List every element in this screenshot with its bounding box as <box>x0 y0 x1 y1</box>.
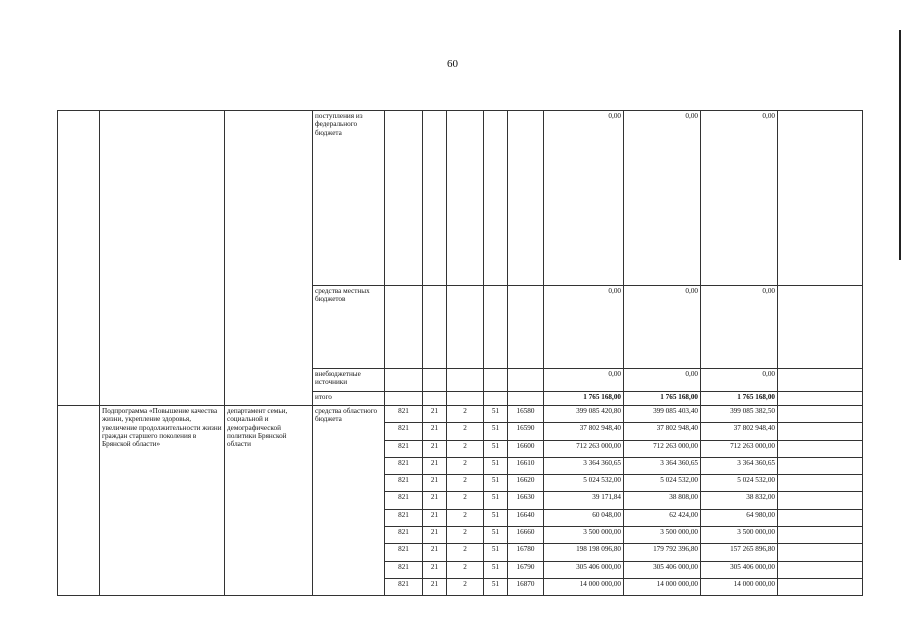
code-cell: 821 <box>385 527 423 544</box>
value-cell: 305 406 000,00 <box>624 561 701 578</box>
executor-cell: департамент семьи, социальной и демографической политики Брянской области <box>225 406 313 596</box>
blank-cell <box>225 111 313 406</box>
code-cell: 16580 <box>508 406 544 423</box>
total-cell: 1 765 168,00 <box>624 392 701 406</box>
code-cell: 51 <box>484 440 508 457</box>
value-cell: 305 406 000,00 <box>544 561 624 578</box>
value-cell: 0,00 <box>544 286 624 369</box>
code-cell: 2 <box>447 561 484 578</box>
blank-cell <box>778 492 863 509</box>
source-cell: внебюджетные источники <box>313 369 385 392</box>
code-cell: 51 <box>484 423 508 440</box>
code-cell: 2 <box>447 544 484 561</box>
source-cell: средства местных бюджетов <box>313 286 385 369</box>
page-edge-mark <box>899 30 901 260</box>
blank-cell <box>58 111 100 406</box>
code-cell: 2 <box>447 457 484 474</box>
code-cell: 21 <box>423 509 447 526</box>
value-cell: 712 263 000,00 <box>701 440 778 457</box>
value-cell: 60 048,00 <box>544 509 624 526</box>
value-cell: 399 085 420,80 <box>544 406 624 423</box>
code-cell: 821 <box>385 457 423 474</box>
value-cell: 14 000 000,00 <box>624 578 701 595</box>
code-cell: 16620 <box>508 475 544 492</box>
code-cell: 16610 <box>508 457 544 474</box>
value-cell: 3 364 360,65 <box>544 457 624 474</box>
value-cell: 5 024 532,00 <box>624 475 701 492</box>
page-number: 60 <box>447 58 458 70</box>
code-cell: 16870 <box>508 578 544 595</box>
value-cell: 0,00 <box>624 286 701 369</box>
code-cell: 21 <box>423 423 447 440</box>
code-cell: 21 <box>423 406 447 423</box>
value-cell: 198 198 096,80 <box>544 544 624 561</box>
value-cell: 0,00 <box>544 111 624 286</box>
code-cell: 821 <box>385 406 423 423</box>
value-cell: 38 808,00 <box>624 492 701 509</box>
value-cell: 0,00 <box>544 369 624 392</box>
value-cell: 37 802 948,40 <box>544 423 624 440</box>
table-row <box>58 111 863 286</box>
value-cell: 0,00 <box>624 369 701 392</box>
code-cell: 16600 <box>508 440 544 457</box>
funding-source: средства областного бюджета <box>313 406 385 596</box>
value-cell: 399 085 403,40 <box>624 406 701 423</box>
source-cell: поступления из федерального бюджета <box>313 111 385 286</box>
code-cell: 51 <box>484 544 508 561</box>
blank-cell <box>778 527 863 544</box>
code-cell: 2 <box>447 406 484 423</box>
value-cell: 0,00 <box>701 111 778 286</box>
code-cell: 2 <box>447 492 484 509</box>
code-cell: 821 <box>385 492 423 509</box>
code-cell: 16780 <box>508 544 544 561</box>
value-cell: 3 364 360,65 <box>701 457 778 474</box>
subprogram-name: Подпрограмма «Повышение качества жизни, укрепление здоровья, увеличение продолжительности жизни граждан старшего поколения в Брянской области» <box>100 406 225 596</box>
blank-cell <box>778 440 863 457</box>
table-row <box>58 406 863 423</box>
code-cell: 821 <box>385 440 423 457</box>
code-cell: 51 <box>484 475 508 492</box>
code-cell: 821 <box>385 475 423 492</box>
value-cell: 14 000 000,00 <box>544 578 624 595</box>
value-cell: 5 024 532,00 <box>701 475 778 492</box>
blank-cell <box>778 544 863 561</box>
code-cell: 51 <box>484 578 508 595</box>
blank-cell <box>778 423 863 440</box>
value-cell: 3 500 000,00 <box>701 527 778 544</box>
value-cell: 3 500 000,00 <box>624 527 701 544</box>
code-cell: 21 <box>423 578 447 595</box>
blank-cell <box>778 561 863 578</box>
value-cell: 157 265 896,80 <box>701 544 778 561</box>
total-cell: 1 765 168,00 <box>701 392 778 406</box>
value-cell: 179 792 396,80 <box>624 544 701 561</box>
value-cell: 14 000 000,00 <box>701 578 778 595</box>
source-cell: итого <box>313 392 385 406</box>
code-cell: 821 <box>385 423 423 440</box>
blank-cell <box>58 406 100 596</box>
code-cell: 821 <box>385 578 423 595</box>
value-cell: 3 500 000,00 <box>544 527 624 544</box>
code-cell: 21 <box>423 544 447 561</box>
code-cell: 21 <box>423 457 447 474</box>
value-cell: 3 364 360,65 <box>624 457 701 474</box>
blank-cell <box>778 457 863 474</box>
code-cell: 51 <box>484 509 508 526</box>
code-cell: 51 <box>484 492 508 509</box>
value-cell: 64 980,00 <box>701 509 778 526</box>
code-cell: 16640 <box>508 509 544 526</box>
code-cell: 2 <box>447 475 484 492</box>
blank-cell <box>778 509 863 526</box>
code-cell: 21 <box>423 561 447 578</box>
blank-cell <box>778 475 863 492</box>
code-cell: 821 <box>385 544 423 561</box>
value-cell: 399 085 382,50 <box>701 406 778 423</box>
code-cell: 51 <box>484 527 508 544</box>
code-cell: 16660 <box>508 527 544 544</box>
code-cell: 21 <box>423 475 447 492</box>
blank-cell <box>100 111 225 406</box>
value-cell: 62 424,00 <box>624 509 701 526</box>
value-cell: 712 263 000,00 <box>624 440 701 457</box>
code-cell: 2 <box>447 578 484 595</box>
code-cell: 821 <box>385 509 423 526</box>
code-cell: 51 <box>484 406 508 423</box>
blank-cell <box>778 578 863 595</box>
value-cell: 5 024 532,00 <box>544 475 624 492</box>
value-cell: 0,00 <box>701 369 778 392</box>
code-cell: 16790 <box>508 561 544 578</box>
code-cell: 21 <box>423 492 447 509</box>
code-cell: 51 <box>484 561 508 578</box>
blank-cell <box>778 406 863 423</box>
code-cell: 16590 <box>508 423 544 440</box>
value-cell: 0,00 <box>701 286 778 369</box>
value-cell: 39 171,84 <box>544 492 624 509</box>
code-cell: 2 <box>447 440 484 457</box>
code-cell: 2 <box>447 509 484 526</box>
code-cell: 16630 <box>508 492 544 509</box>
budget-table <box>57 110 863 596</box>
value-cell: 38 832,00 <box>701 492 778 509</box>
code-cell: 21 <box>423 440 447 457</box>
code-cell: 2 <box>447 527 484 544</box>
code-cell: 21 <box>423 527 447 544</box>
value-cell: 0,00 <box>624 111 701 286</box>
value-cell: 712 263 000,00 <box>544 440 624 457</box>
total-cell: 1 765 168,00 <box>544 392 624 406</box>
code-cell: 821 <box>385 561 423 578</box>
code-cell: 2 <box>447 423 484 440</box>
value-cell: 305 406 000,00 <box>701 561 778 578</box>
value-cell: 37 802 948,40 <box>624 423 701 440</box>
value-cell: 37 802 948,40 <box>701 423 778 440</box>
code-cell: 51 <box>484 457 508 474</box>
